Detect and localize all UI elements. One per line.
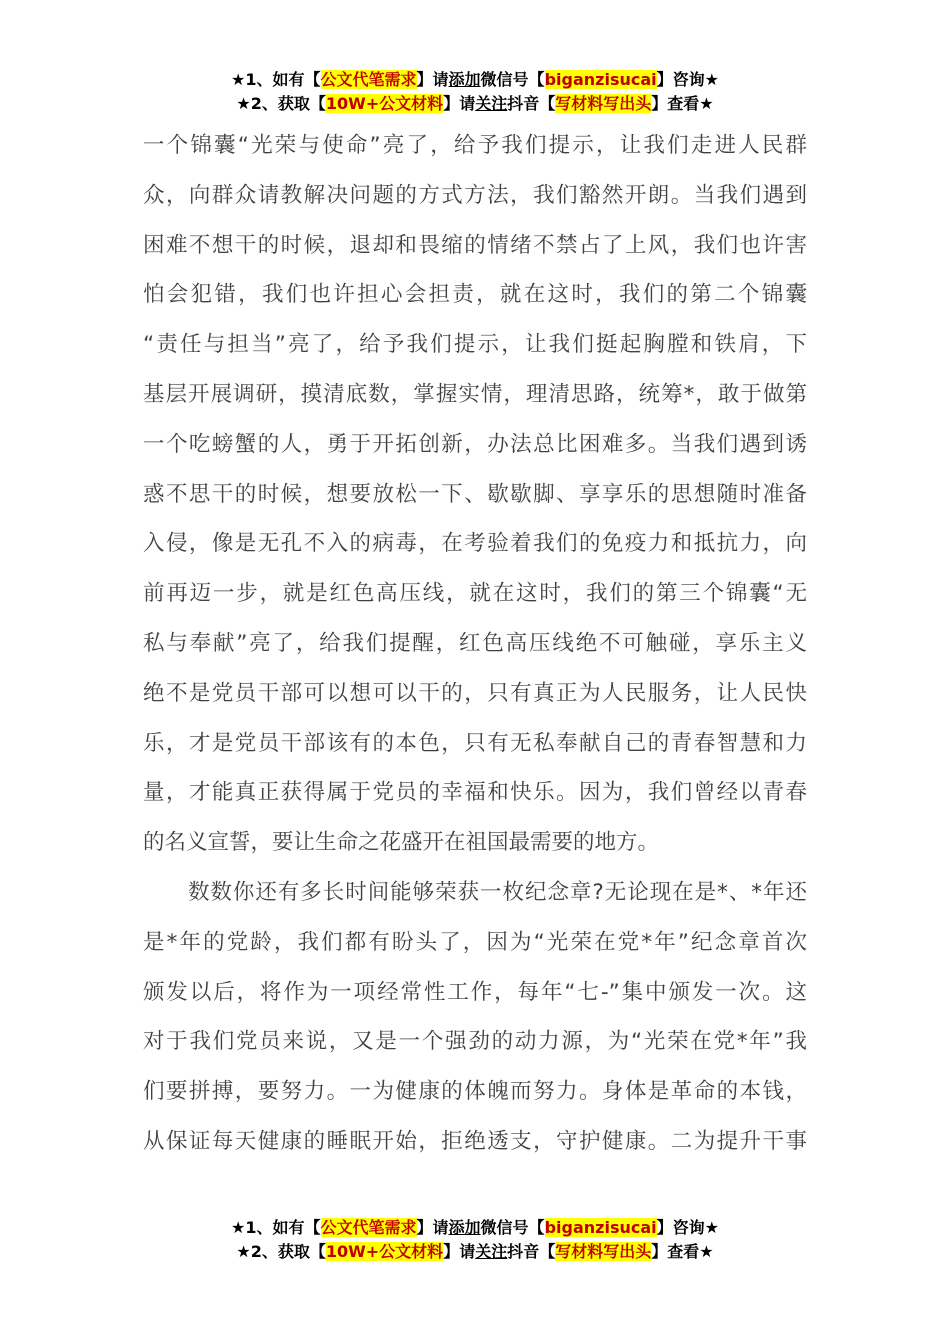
banner-line-1 (0, 1216, 950, 1240)
text-line: 绝不是党员干部可以想可以干的，只有真正为人民服务，让人民快 (143, 680, 807, 706)
footer-banner (0, 1216, 950, 1264)
text-line: 量，才能真正获得属于党员的幸福和快乐。因为，我们曾经以青春 (143, 780, 807, 806)
star-icon: ★ (236, 1242, 251, 1261)
banner-text: 1、如有【 (245, 70, 321, 89)
banner-line-2 (0, 1240, 950, 1264)
banner-line-1 (0, 68, 950, 92)
banner-text: 微信号【 (480, 70, 545, 89)
banner-underlined: 添加 (448, 1218, 481, 1237)
text-line: 惑不思干的时候，想要放松一下、歇歇脚、享享乐的思想随时准备 (143, 481, 807, 507)
banner-highlight: 10W+公文材料 (325, 94, 444, 113)
text-line: 基层开展调研，摸清底数，掌握实情，理清思路，统筹*，敢于做第 (143, 381, 807, 407)
text-line: 私与奉献”亮了，给我们提醒，红色高压线绝不可触碰，享乐主义 (143, 630, 807, 656)
text-line: 一个锦囊“光荣与使命”亮了，给予我们提示，让我们走进人民群 (143, 133, 807, 158)
banner-wechat-id: biganzisucai (544, 70, 657, 89)
text-line: 数数你还有多长时间能够荣获一枚纪念章?无论现在是*、*年还 (143, 879, 807, 905)
banner-text: 1、如有【 (245, 1218, 321, 1237)
text-line: 们要拼搏，要努力。一为健康的体魄而努力。身体是革命的本钱， (143, 1079, 807, 1105)
banner-text: 2、获取【 (250, 94, 326, 113)
banner-wechat-id: biganzisucai (544, 1218, 657, 1237)
text-line: 对于我们党员来说，又是一个强劲的动力源，为“光荣在党*年”我 (143, 1029, 807, 1055)
text-line: 困难不想干的时候，退却和畏缩的情绪不禁占了上风，我们也许害 (143, 232, 807, 258)
text-line: 前再迈一步，就是红色高压线，就在这时，我们的第三个锦囊“无 (143, 581, 807, 607)
text-line: 怕会犯错，我们也许担心会担责，就在这时，我们的第二个锦囊 (143, 282, 807, 308)
banner-text: 】请 (443, 94, 476, 113)
banner-douyin-id: 写材料写出头 (555, 94, 652, 113)
text-line: 的名义宣誓，要让生命之花盛开在祖国最需要的地方。 (143, 830, 660, 856)
banner-text: 】请 (416, 70, 449, 89)
banner-line-2 (0, 92, 950, 116)
banner-highlight: 公文代笔需求 (320, 70, 417, 89)
banner-text: 抖音【 (507, 1242, 556, 1261)
banner-text: 】请 (416, 1218, 449, 1237)
banner-underlined: 添加 (448, 70, 481, 89)
star-icon: ★ (236, 94, 251, 113)
star-icon: ★ (231, 70, 246, 89)
text-line: 颁发以后，将作为一项经常性工作，每年“七-”集中颁发一次。这 (143, 979, 807, 1005)
text-line: 众，向群众请教解决问题的方式方法，我们豁然开朗。当我们遇到 (143, 182, 807, 208)
text-line: 是*年的党龄，我们都有盼头了，因为“光荣在党*年”纪念章首次 (143, 929, 807, 955)
document-body (143, 121, 807, 1167)
text-line: 从保证每天健康的睡眠开始，拒绝透支，守护健康。二为提升干事 (143, 1128, 807, 1154)
banner-underlined: 关注 (475, 94, 508, 113)
text-line: 一个吃螃蟹的人，勇于开拓创新，办法总比困难多。当我们遇到诱 (143, 431, 807, 457)
header-banner (0, 68, 950, 116)
banner-highlight: 公文代笔需求 (320, 1218, 417, 1237)
banner-text: 2、获取【 (250, 1242, 326, 1261)
banner-text: 】查看★ (651, 1242, 714, 1261)
banner-douyin-id: 写材料写出头 (555, 1242, 652, 1261)
banner-text: 】咨询★ (656, 1218, 719, 1237)
star-icon: ★ (231, 1218, 246, 1237)
banner-underlined: 关注 (475, 1242, 508, 1261)
banner-text: 】咨询★ (656, 70, 719, 89)
text-line: 乐，才是党员干部该有的本色，只有无私奉献自己的青春智慧和力 (143, 730, 807, 756)
text-line: “责任与担当”亮了，给予我们提示，让我们挺起胸膛和铁肩，下 (143, 332, 807, 358)
banner-text: 抖音【 (507, 94, 556, 113)
text-line: 入侵，像是无孔不入的病毒，在考验着我们的免疫力和抵抗力，向 (143, 531, 807, 557)
banner-text: 微信号【 (480, 1218, 545, 1237)
banner-text: 】请 (443, 1242, 476, 1261)
banner-highlight: 10W+公文材料 (325, 1242, 444, 1261)
banner-text: 】查看★ (651, 94, 714, 113)
